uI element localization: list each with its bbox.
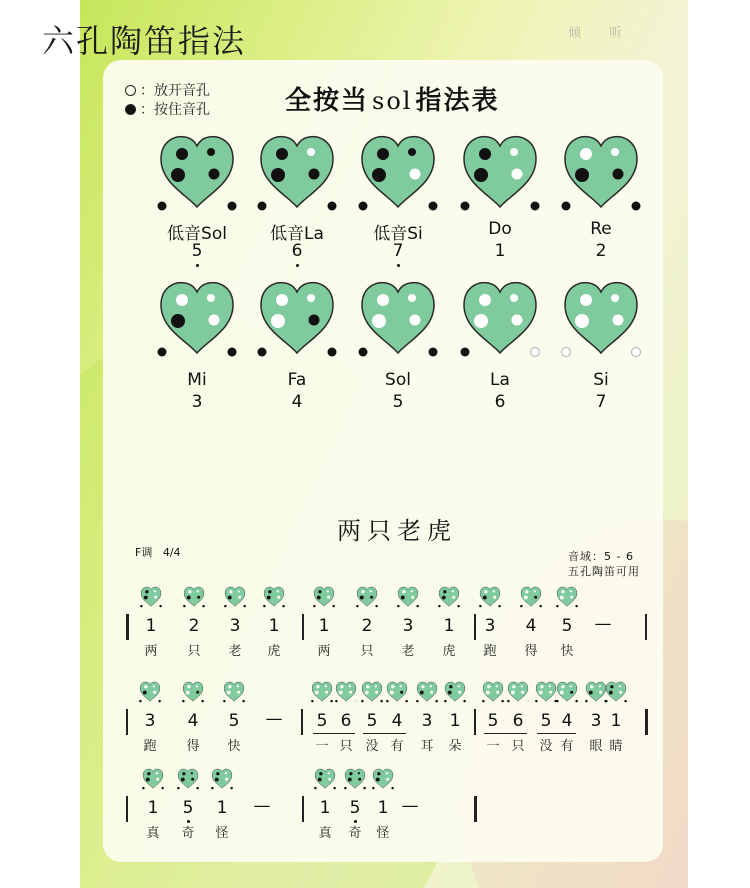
fingering-number: 7: [392, 241, 404, 261]
score-note: 4: [525, 616, 537, 636]
open-hole-icon: [125, 85, 136, 96]
ocarina-fingering-icon: [535, 681, 557, 703]
ocarina-fingering-icon: [416, 681, 438, 703]
lyric: 虎: [442, 644, 456, 659]
ocarina-fingering-icon: [372, 768, 394, 790]
barline: [302, 796, 304, 822]
ocarina-fingering-icon: [460, 133, 540, 213]
fingering-number: 6: [494, 392, 506, 412]
fingering-label: Mi: [187, 370, 207, 390]
lyric: 老: [401, 644, 415, 659]
lyric: 老: [228, 644, 242, 659]
ocarina-fingering-icon: [460, 279, 540, 359]
low-octave-dot: [397, 264, 400, 267]
lyric: 怪: [376, 826, 390, 841]
lyric: 只: [339, 739, 353, 754]
score-note: 4: [561, 711, 573, 731]
legend-closed: [125, 99, 210, 119]
score-note: 1: [610, 711, 622, 731]
lyric: 怪: [215, 826, 229, 841]
ocarina-fingering-icon: [585, 681, 607, 703]
song-range: [568, 549, 640, 579]
ocarina-fingering-icon: [482, 681, 504, 703]
score-note: 3: [229, 616, 241, 636]
lyric: 快: [227, 739, 241, 754]
chart-title-part: 指法表: [415, 86, 500, 116]
lyric: 真: [318, 826, 332, 841]
score-note: 1: [268, 616, 280, 636]
lyric: 跑: [143, 739, 157, 754]
ocarina-fingering-icon: [386, 681, 408, 703]
chart-title: [285, 80, 499, 117]
score-note: 3: [421, 711, 433, 731]
ocarina-fingering-icon: [556, 586, 578, 608]
fingering-number: 2: [595, 241, 607, 261]
range-note: 五孔陶笛可用: [568, 565, 640, 578]
lyric: 奇: [348, 826, 362, 841]
ocarina-fingering-icon: [344, 768, 366, 790]
ocarina-fingering-icon: [358, 133, 438, 213]
fingering-number: 6: [291, 241, 303, 261]
main-title: 六孔陶笛指法: [42, 22, 247, 60]
eighth-note-underline: [363, 733, 406, 734]
score-note: 4: [391, 711, 403, 731]
ocarina-fingering-icon: [182, 681, 204, 703]
fingering-number: 3: [191, 392, 203, 412]
eighth-note-underline: [484, 733, 527, 734]
chart-title-part: 全按当: [285, 86, 370, 116]
barline: [474, 709, 476, 735]
ocarina-fingering-icon: [356, 586, 378, 608]
song-title: 两只老虎: [337, 517, 457, 545]
lyric: 朵: [448, 739, 462, 754]
ocarina-fingering-icon: [211, 768, 233, 790]
chart-title-part: sol: [372, 87, 413, 115]
ocarina-fingering-icon: [177, 768, 199, 790]
ocarina-fingering-icon: [444, 681, 466, 703]
ocarina-fingering-icon: [361, 681, 383, 703]
final-barline: [645, 709, 648, 735]
ocarina-fingering-icon: [605, 681, 627, 703]
score-note: 6: [512, 711, 524, 731]
score-note: 1: [377, 798, 389, 818]
ocarina-fingering-icon: [257, 133, 337, 213]
ocarina-fingering-icon: [142, 768, 164, 790]
fingering-label: Do: [488, 219, 512, 239]
sustain-dash: —: [401, 796, 419, 816]
lyric: 眼: [589, 739, 603, 754]
lyric: 没: [539, 739, 553, 754]
ocarina-fingering-icon: [556, 681, 578, 703]
fingering-label: Si: [593, 370, 609, 390]
score-note: 3: [402, 616, 414, 636]
fingering-label: 低音Si: [373, 224, 423, 244]
lyric: 有: [390, 739, 404, 754]
fingering-label: Fa: [287, 370, 307, 390]
final-barline: [126, 614, 129, 640]
ocarina-fingering-icon: [335, 681, 357, 703]
lyric: 得: [524, 644, 538, 659]
score-note: 5: [316, 711, 328, 731]
ocarina-fingering-icon: [257, 279, 337, 359]
ocarina-fingering-icon: [397, 586, 419, 608]
low-octave-dot: [296, 264, 299, 267]
score-note: 1: [318, 616, 330, 636]
song-key: F调 4/4: [135, 546, 181, 559]
ocarina-fingering-icon: [223, 681, 245, 703]
ocarina-fingering-icon: [139, 681, 161, 703]
score-note: 5: [182, 798, 194, 818]
ocarina-fingering-icon: [520, 586, 542, 608]
ocarina-fingering-icon: [224, 586, 246, 608]
ocarina-fingering-icon: [561, 279, 641, 359]
ocarina-fingering-icon: [157, 133, 237, 213]
score-note: 1: [145, 616, 157, 636]
lyric: 只: [187, 644, 201, 659]
legend-closed-label: ：按住音孔: [140, 102, 210, 118]
lyric: 只: [360, 644, 374, 659]
barline: [126, 709, 128, 735]
range-text: 音域：5 - 6: [568, 550, 634, 563]
sustain-dash: —: [265, 709, 283, 729]
lyric: 两: [144, 644, 158, 659]
score-note: 5: [349, 798, 361, 818]
low-octave-dot: [196, 264, 199, 267]
legend-open-label: ：放开音孔: [140, 83, 210, 99]
score-note: 2: [361, 616, 373, 636]
lyric: 虎: [267, 644, 281, 659]
fingering-number: 5: [191, 241, 203, 261]
lyric: 一: [486, 739, 500, 754]
ocarina-fingering-icon: [263, 586, 285, 608]
fingering-label: Re: [590, 219, 612, 239]
ocarina-fingering-icon: [561, 133, 641, 213]
score-note: 1: [449, 711, 461, 731]
eighth-note-underline: [537, 733, 576, 734]
score-note: 5: [366, 711, 378, 731]
score-note: 5: [487, 711, 499, 731]
lyric: 一: [315, 739, 329, 754]
barline: [126, 796, 128, 822]
fingering-number: 7: [595, 392, 607, 412]
score-note: 5: [561, 616, 573, 636]
fingering-label: 低音Sol: [167, 224, 227, 244]
score-note: 1: [319, 798, 331, 818]
score-note: 3: [484, 616, 496, 636]
score-note: 1: [147, 798, 159, 818]
score-note: 3: [590, 711, 602, 731]
ocarina-fingering-icon: [157, 279, 237, 359]
legend-open: [125, 80, 210, 100]
fingering-label: Sol: [385, 370, 411, 390]
score-note: 5: [540, 711, 552, 731]
lyric: 睛: [609, 739, 623, 754]
score-note: 3: [144, 711, 156, 731]
ocarina-fingering-icon: [479, 586, 501, 608]
barline: [645, 614, 647, 640]
ocarina-fingering-icon: [313, 586, 335, 608]
score-note: 4: [187, 711, 199, 731]
lyric: 得: [186, 739, 200, 754]
ocarina-fingering-icon: [311, 681, 333, 703]
lyric: 没: [365, 739, 379, 754]
barline: [474, 614, 476, 640]
lyric: 有: [560, 739, 574, 754]
barline: [301, 709, 303, 735]
score-note: 1: [443, 616, 455, 636]
ocarina-fingering-icon: [507, 681, 529, 703]
score-note: 2: [188, 616, 200, 636]
lyric: 奇: [181, 826, 195, 841]
fingering-label: La: [490, 370, 510, 390]
ocarina-fingering-icon: [140, 586, 162, 608]
ocarina-fingering-icon: [358, 279, 438, 359]
watermark: 倾 听: [568, 26, 635, 41]
fingering-number: 1: [494, 241, 506, 261]
final-barline: [474, 796, 477, 822]
score-note: 1: [216, 798, 228, 818]
closed-hole-icon: [125, 104, 136, 115]
lyric: 只: [511, 739, 525, 754]
fingering-number: 5: [392, 392, 404, 412]
eighth-note-underline: [313, 733, 355, 734]
ocarina-fingering-icon: [183, 586, 205, 608]
sustain-dash: —: [594, 614, 612, 634]
barline: [302, 614, 304, 640]
sustain-dash: —: [253, 796, 271, 816]
ocarina-fingering-icon: [314, 768, 336, 790]
lyric: 快: [560, 644, 574, 659]
lyric: 耳: [420, 739, 434, 754]
score-note: 6: [340, 711, 352, 731]
ocarina-fingering-icon: [438, 586, 460, 608]
lyric: 真: [146, 826, 160, 841]
lyric: 两: [317, 644, 331, 659]
fingering-label: 低音La: [270, 224, 324, 244]
score-note: 5: [228, 711, 240, 731]
fingering-number: 4: [291, 392, 303, 412]
lyric: 跑: [483, 644, 497, 659]
